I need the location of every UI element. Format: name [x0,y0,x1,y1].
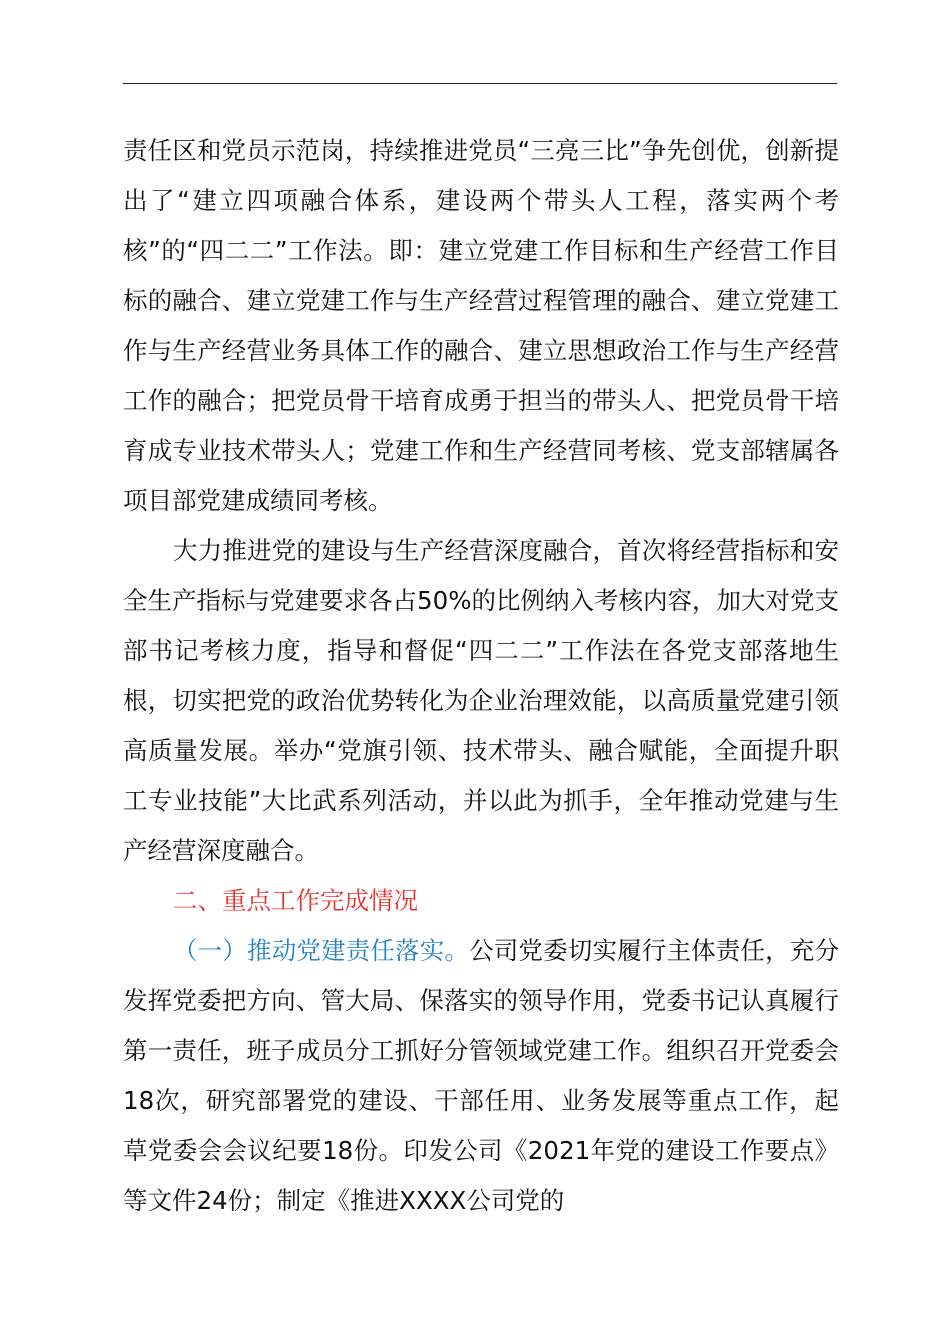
header-rule [123,83,837,84]
document-body [123,126,839,1226]
subsection-body: 公司党委切实履行主体责任，充分发挥党委把方向、管大局、保落实的领导作用，党委书记认真履行第一责任，班子成员分工抓好分管领域党建工作。组织召开党委会18次，研究部署党的建设、干部任用、业务发展等重点工作，起草党委会会议纪要18份。印发公司《2021年党的建设工作要点》等文件24份；制定《推进XXXX公司党的 [123,936,839,1215]
paragraph-2: 大力推进党的建设与生产经营深度融合，首次将经营指标和安全生产指标与党建要求各占50%的比例纳入考核内容，加大对党支部书记考核力度，指导和督促“四二二”工作法在各党支部落地生根，切实把党的政治优势转化为企业治理效能，以高质量党建引领高质量发展。举办“党旗引领、技术带头、融合赋能，全面提升职工专业技能”大比武系列活动，并以此为抓手，全年推动党建与生产经营深度融合。 [123,536,839,865]
paragraph-1: 责任区和党员示范岗，持续推进党员“三亮三比”争先创优，创新提出了“建立四项融合体系，建设两个带头人工程，落实两个考核”的“四二二”工作法。即：建立党建工作目标和生产经营工作目标的融合、建立党建工作与生产经营过程管理的融合、建立党建工作与生产经营业务具体工作的融合、建立思想政治工作与生产经营工作的融合；把党员骨干培育成勇于担当的带头人、把党员骨干培育成专业技术带头人；党建工作和生产经营同考核、党支部辖属各项目部党建成绩同考核。 [123,136,839,515]
paragraph-3 [123,926,839,1226]
section-heading: 二、重点工作完成情况 [173,886,418,915]
subsection-title: （一）推动党建责任落实。 [173,936,470,965]
